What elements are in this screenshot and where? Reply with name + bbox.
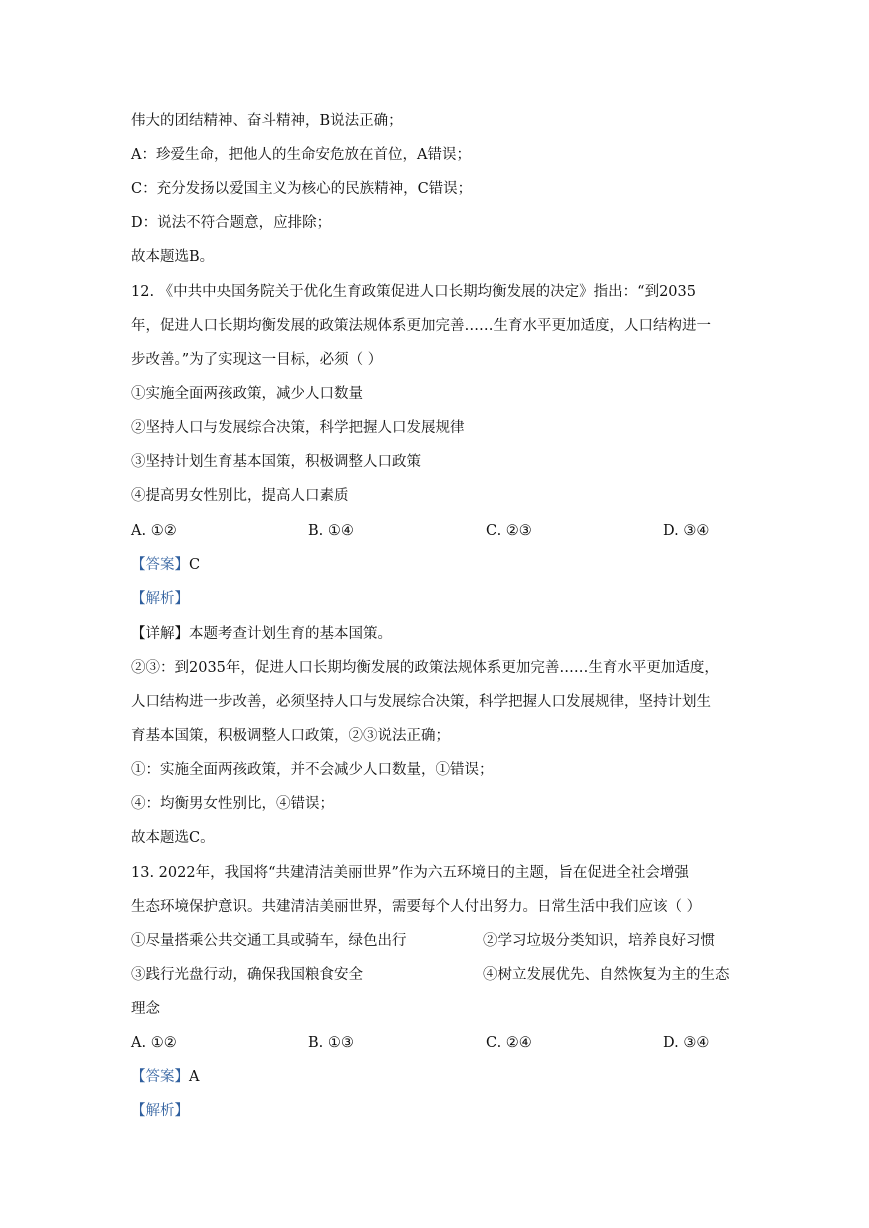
- analysis-label: 【解析】: [131, 591, 189, 607]
- q12-explanation-line: ②③：到2035年，促进人口长期均衡发展的政策法规体系更加完善……生育水平更加适度，: [131, 660, 719, 676]
- q13-statement: ②学习垃圾分类知识，培养良好习惯: [483, 933, 715, 949]
- q12-stem: 步改善。”为了实现这一目标，必须（ ）: [131, 352, 383, 368]
- q12-statement: ④提高男女性别比，提高人口素质: [131, 488, 349, 504]
- answer-label: 【答案】: [131, 557, 189, 573]
- q11-explanation-line: C：充分发扬以爱国主义为核心的民族精神，C错误；: [131, 181, 473, 197]
- q13-option-c: C. ②④: [486, 1035, 532, 1051]
- answer-value: A: [189, 1069, 200, 1085]
- q12-explanation-line: ④：均衡男女性别比，④错误；: [131, 796, 334, 812]
- q12-option-c: C. ②③: [486, 523, 532, 539]
- q13-statement: ④树立发展优先、自然恢复为主的生态: [483, 967, 730, 983]
- q12-option-d: D. ③④: [663, 523, 710, 539]
- q13-option-b: B. ①③: [308, 1035, 354, 1051]
- q11-explanation-line: 伟大的团结精神、奋斗精神，B说法正确；: [131, 113, 403, 129]
- q12-detail: [131, 624, 741, 644]
- q12-statement: ②坚持人口与发展综合决策，科学把握人口发展规律: [131, 420, 465, 436]
- q11-conclusion: 故本题选B。: [131, 249, 215, 265]
- q12-explanation-line: 人口结构进一步改善，必须坚持人口与发展综合决策，科学把握人口发展规律，坚持计划生: [131, 694, 711, 710]
- q13-statement: ①尽量搭乘公共交通工具或骑车，绿色出行: [131, 933, 407, 949]
- q12-conclusion: 故本题选C。: [131, 830, 215, 846]
- q12-stem: 年，促进人口长期均衡发展的政策法规体系更加完善……生育水平更加适度，人口结构进一: [131, 318, 711, 334]
- q13-analysis-heading: [131, 1101, 741, 1121]
- detail-text: 本题考查计划生育的基本国策。: [189, 626, 392, 642]
- q13-statement: ③践行光盘行动，确保我国粮食安全: [131, 967, 363, 983]
- q13-stem: 生态环境保护意识。共建清洁美丽世界，需要每个人付出努力。日常生活中我们应该（ ）: [131, 899, 702, 915]
- answer-label: 【答案】: [131, 1069, 189, 1085]
- analysis-label: 【解析】: [131, 1103, 189, 1119]
- q13-answer: [131, 1067, 741, 1087]
- q12-statement: ①实施全面两孩政策，减少人口数量: [131, 386, 363, 402]
- q12-stem: 12. 《中共中央国务院关于优化生育政策促进人口长期均衡发展的决定》指出：“到2035: [131, 284, 696, 300]
- q12-analysis-heading: [131, 589, 741, 609]
- q13-option-a: A. ①②: [131, 1035, 177, 1051]
- q13-option-d: D. ③④: [663, 1035, 710, 1051]
- q13-statement-continuation: 理念: [131, 1001, 160, 1017]
- q12-option-a: A. ①②: [131, 523, 177, 539]
- q11-explanation-line: A：珍爱生命，把他人的生命安危放在首位，A错误；: [131, 147, 471, 163]
- q11-explanation-line: D：说法不符合题意，应排除；: [131, 215, 332, 231]
- q12-explanation-line: ①：实施全面两孩政策，并不会减少人口数量，①错误；: [131, 762, 494, 778]
- q13-stem: 13. 2022年，我国将“共建清洁美丽世界”作为六五环境日的主题，旨在促进全社会增强: [131, 865, 689, 881]
- q12-answer: [131, 555, 741, 575]
- answer-value: C: [189, 557, 201, 573]
- q12-explanation-line: 育基本国策，积极调整人口政策，②③说法正确；: [131, 728, 450, 744]
- detail-label: 【详解】: [131, 626, 189, 642]
- q12-option-b: B. ①④: [308, 523, 354, 539]
- q12-statement: ③坚持计划生育基本国策，积极调整人口政策: [131, 454, 421, 470]
